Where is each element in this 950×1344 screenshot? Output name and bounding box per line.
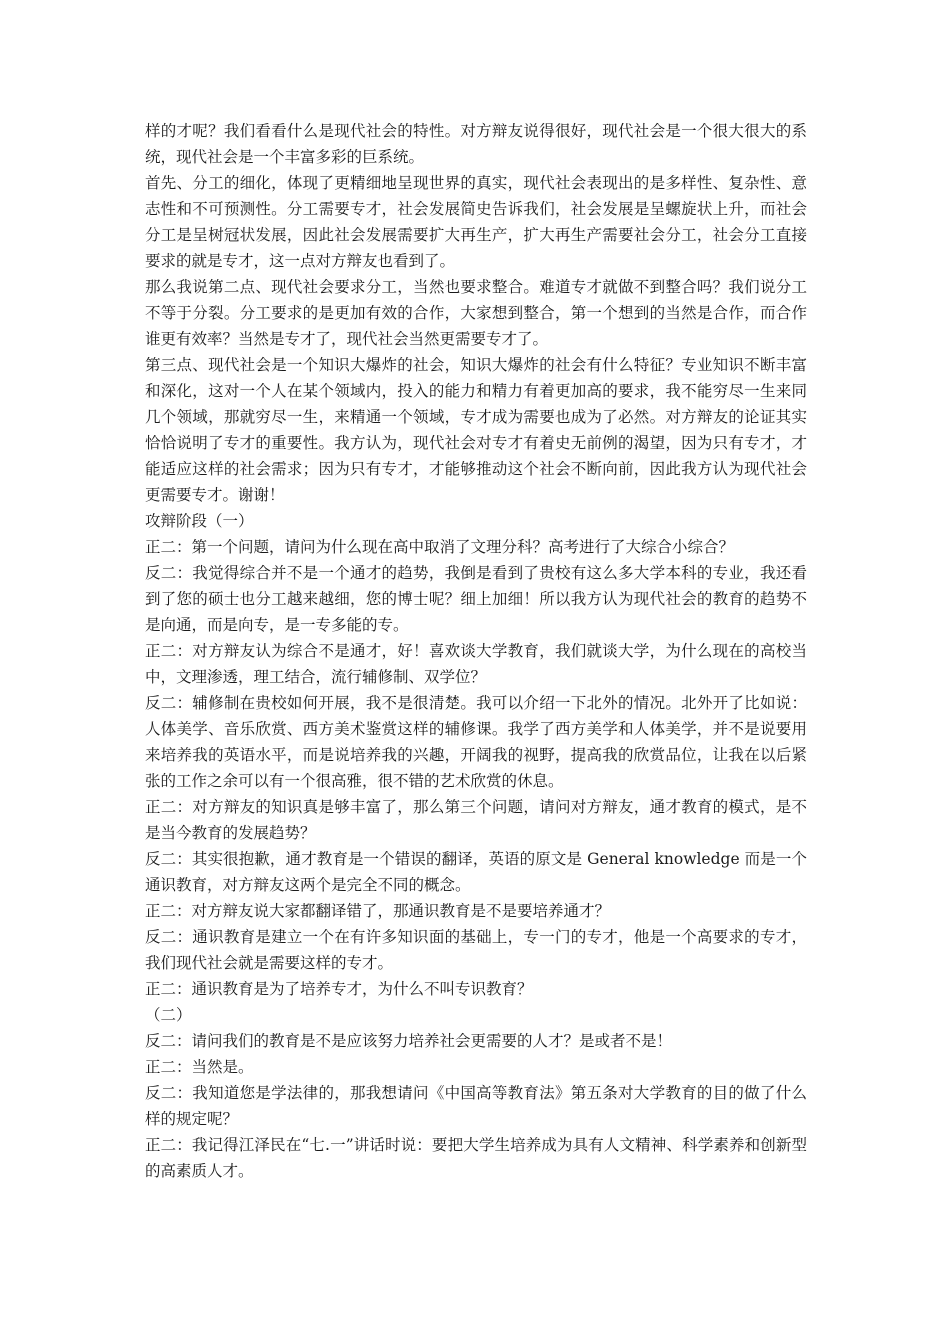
dialogue-line: 正二：当然是。 (145, 1058, 254, 1076)
dialogue-line: 反二：我觉得综合并不是一个通才的趋势，我倒是看到了贵校有这么多大学本科的专业，我还看到了您的硕士也分工越来越细，您的博士呢？细上加细！所以我方认为现代社会的教育的趋势不是向通，而是向专，是一专多能的专。 (145, 564, 807, 634)
dialogue-line: 反二：其实很抱歉，通才教育是一个错误的翻译，英语的原文是 General knowledge 而是一个通识教育，对方辩友这两个是完全不同的概念。 (145, 850, 807, 894)
dialogue-line: 正二：通识教育是为了培养专才，为什么不叫专识教育？ (145, 980, 533, 998)
section-heading-cross-exam-1: 攻辩阶段（一） (145, 512, 254, 530)
dialogue-line: 正二：对方辩友的知识真是够丰富了，那么第三个问题，请问对方辩友，通才教育的模式，是不是当今教育的发展趋势？ (145, 798, 807, 842)
dialogue-line: 正二：对方辩友认为综合不是通才，好！喜欢谈大学教育，我们就谈大学，为什么现在的高校当中，文理渗透，理工结合，流行辅修制、双学位？ (145, 642, 807, 686)
section-heading-cross-exam-2: （二） (145, 1006, 192, 1024)
paragraph-third-point: 第三点、现代社会是一个知识大爆炸的社会，知识大爆炸的社会有什么特征？专业知识不断丰富和深化，这对一个人在某个领域内，投入的能力和精力有着更加高的要求，我不能穷尽一生来同几个领域，那就穷尽一生，来精通一个领域，专才成为需要也成为了必然。对方辩友的论证其实恰恰说明了专才的重要性。我方认为，现代社会对专才有着史无前例的渴望，因为只有专才，才能适应这样的社会需求；因为只有专才，才能够推动这个社会不断向前，因此我方认为现代社会更需要专才。谢谢！ (145, 356, 807, 504)
dialogue-line: 正二：第一个问题，请问为什么现在高中取消了文理分科？高考进行了大综合小综合？ (145, 538, 735, 556)
dialogue-line: 正二：我记得江泽民在“七.一”讲话时说：要把大学生培养成为具有人文精神、科学素养和创新型的高素质人才。 (145, 1136, 807, 1180)
dialogue-line: 正二：对方辩友说大家都翻译错了，那通识教育是不是要培养通才？ (145, 902, 611, 920)
paragraph-second-point: 那么我说第二点、现代社会要求分工，当然也要求整合。难道专才就做不到整合吗？我们说分工不等于分裂。分工要求的是更加有效的合作，大家想到整合，第一个想到的当然是合作，而合作谁更有效率？当然是专才了，现代社会当然更需要专才了。 (145, 278, 807, 348)
dialogue-line: 反二：辅修制在贵校如何开展，我不是很清楚。我可以介绍一下北外的情况。北外开了比如说：人体美学、音乐欣赏、西方美术鉴赏这样的辅修课。我学了西方美学和人体美学，并不是说要用来培养我的英语水平，而是说培养我的兴趣，开阔我的视野，提高我的欣赏品位，让我在以后紧张的工作之余可以有一个很高雅，很不错的艺术欣赏的休息。 (145, 694, 807, 790)
paragraph-intro: 样的才呢？我们看看什么是现代社会的特性。对方辩友说得很好，现代社会是一个很大很大的系统，现代社会是一个丰富多彩的巨系统。 (145, 122, 807, 166)
document-body (145, 118, 807, 1184)
dialogue-line: 反二：通识教育是建立一个在有许多知识面的基础上，专一门的专才，他是一个高要求的专才，我们现代社会就是需要这样的专才。 (145, 928, 807, 972)
dialogue-line: 反二：我知道您是学法律的，那我想请问《中国高等教育法》第五条对大学教育的目的做了什么样的规定呢？ (145, 1084, 807, 1128)
dialogue-line: 反二：请问我们的教育是不是应该努力培养社会更需要的人才？是或者不是！ (145, 1032, 673, 1050)
paragraph-first-point: 首先、分工的细化，体现了更精细地呈现世界的真实，现代社会表现出的是多样性、复杂性、意志性和不可预测性。分工需要专才，社会发展简史告诉我们，社会发展是呈螺旋状上升，而社会分工是呈树冠状发展，因此社会发展需要扩大再生产，扩大再生产需要社会分工，社会分工直接要求的就是专才，这一点对方辩友也看到了。 (145, 174, 807, 270)
